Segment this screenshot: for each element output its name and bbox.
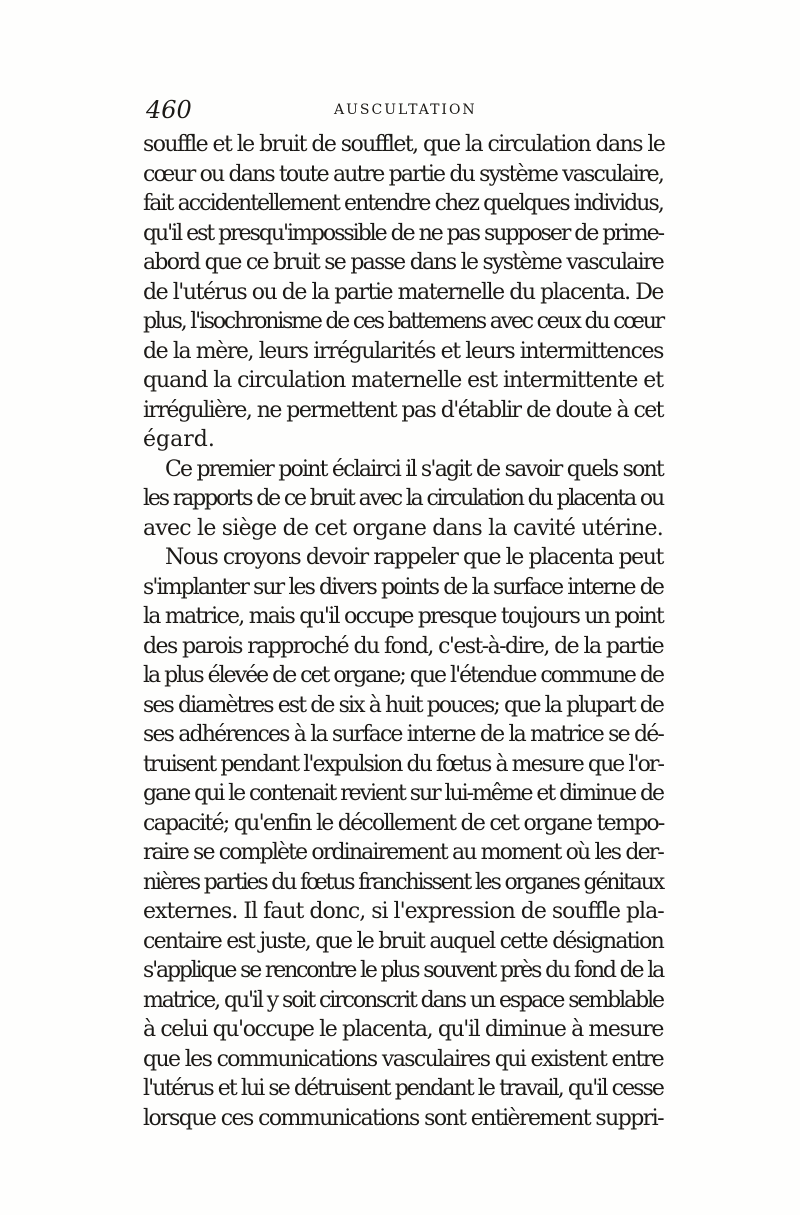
running-title: AUSCULTATION	[334, 102, 477, 118]
text-line: la matrice, mais qu'il occupe presque toujours un point	[143, 604, 663, 629]
text-line: plus, l'isochronisme de ces battemens avec ceux du cœur	[143, 309, 663, 334]
text-line: gane qui le contenait revient sur lui-même et diminue de	[143, 781, 664, 806]
text-line: quand la circulation maternelle est intermittente et	[143, 368, 663, 393]
paragraph-start-line: Nous croyons devoir rappeler que le placenta peut	[165, 545, 663, 570]
text-line: avec le siège de cet organe dans la cavité utérine.	[143, 515, 663, 541]
text-line: centaire est juste, que le bruit auquel cette désignation	[143, 928, 663, 954]
text-line: truisent pendant l'expulsion du fœtus à mesure que l'or-	[143, 751, 663, 777]
body-text	[143, 130, 663, 1133]
text-line: irrégulière, ne permettent pas d'établir de doute à cet	[143, 397, 663, 423]
text-line: externes. Il faut donc, si l'expression de souffle pla-	[143, 899, 664, 924]
text-line: raire se complète ordinairement au moment où les der-	[143, 840, 663, 865]
text-line: nières parties du fœtus franchissent les organes génitaux	[143, 869, 663, 895]
text-line: des parois rapproché du fond, c'est-à-dire, de la partie	[143, 633, 664, 659]
text-line: fait accidentellement entendre chez quelques individus,	[143, 191, 663, 216]
text-line: les rapports de ce bruit avec la circulation du placenta ou	[143, 486, 664, 511]
text-line: lorsque ces communications sont entièrement suppri-	[143, 1105, 663, 1131]
text-line: la plus élevée de cet organe; que l'étendue commune de	[143, 663, 663, 688]
text-line: de la mère, leurs irrégularités et leurs intermittences	[143, 338, 664, 364]
text-line: capacité; qu'enfin le décollement de cet organe tempo-	[143, 810, 664, 836]
page-number: 460	[146, 96, 192, 124]
text-line: s'implanter sur les divers points de la surface interne de	[143, 574, 664, 600]
text-line: à celui qu'occupe le placenta, qu'il diminue à mesure	[143, 1017, 663, 1042]
paragraph-start-line: Ce premier point éclairci il s'agit de savoir quels sont	[165, 456, 663, 482]
text-line: de l'utérus ou de la partie maternelle du placenta. De	[143, 279, 663, 305]
text-line: ses diamètres est de six à huit pouces; que la plupart de	[143, 692, 664, 718]
text-line: ses adhérences à la surface interne de la matrice se dé-	[143, 722, 663, 747]
text-line: l'utérus et lui se détruisent pendant le travail, qu'il cesse	[143, 1076, 663, 1101]
text-line: s'applique se rencontre le plus souvent près du fond de la	[143, 958, 664, 983]
text-line: égard.	[143, 427, 215, 452]
text-line: cœur ou dans toute autre partie du système vasculaire,	[143, 161, 664, 187]
text-line: matrice, qu'il y soit circonscrit dans un espace semblable	[143, 987, 663, 1013]
text-line: abord que ce bruit se passe dans le système vasculaire	[143, 250, 664, 275]
text-line: qu'il est presqu'impossible de ne pas supposer de prime-	[143, 220, 664, 246]
text-line: souffle et le bruit de soufflet, que la circulation dans le	[143, 132, 665, 157]
running-head	[146, 96, 676, 124]
text-line: que les communications vasculaires qui existent entre	[143, 1046, 664, 1072]
